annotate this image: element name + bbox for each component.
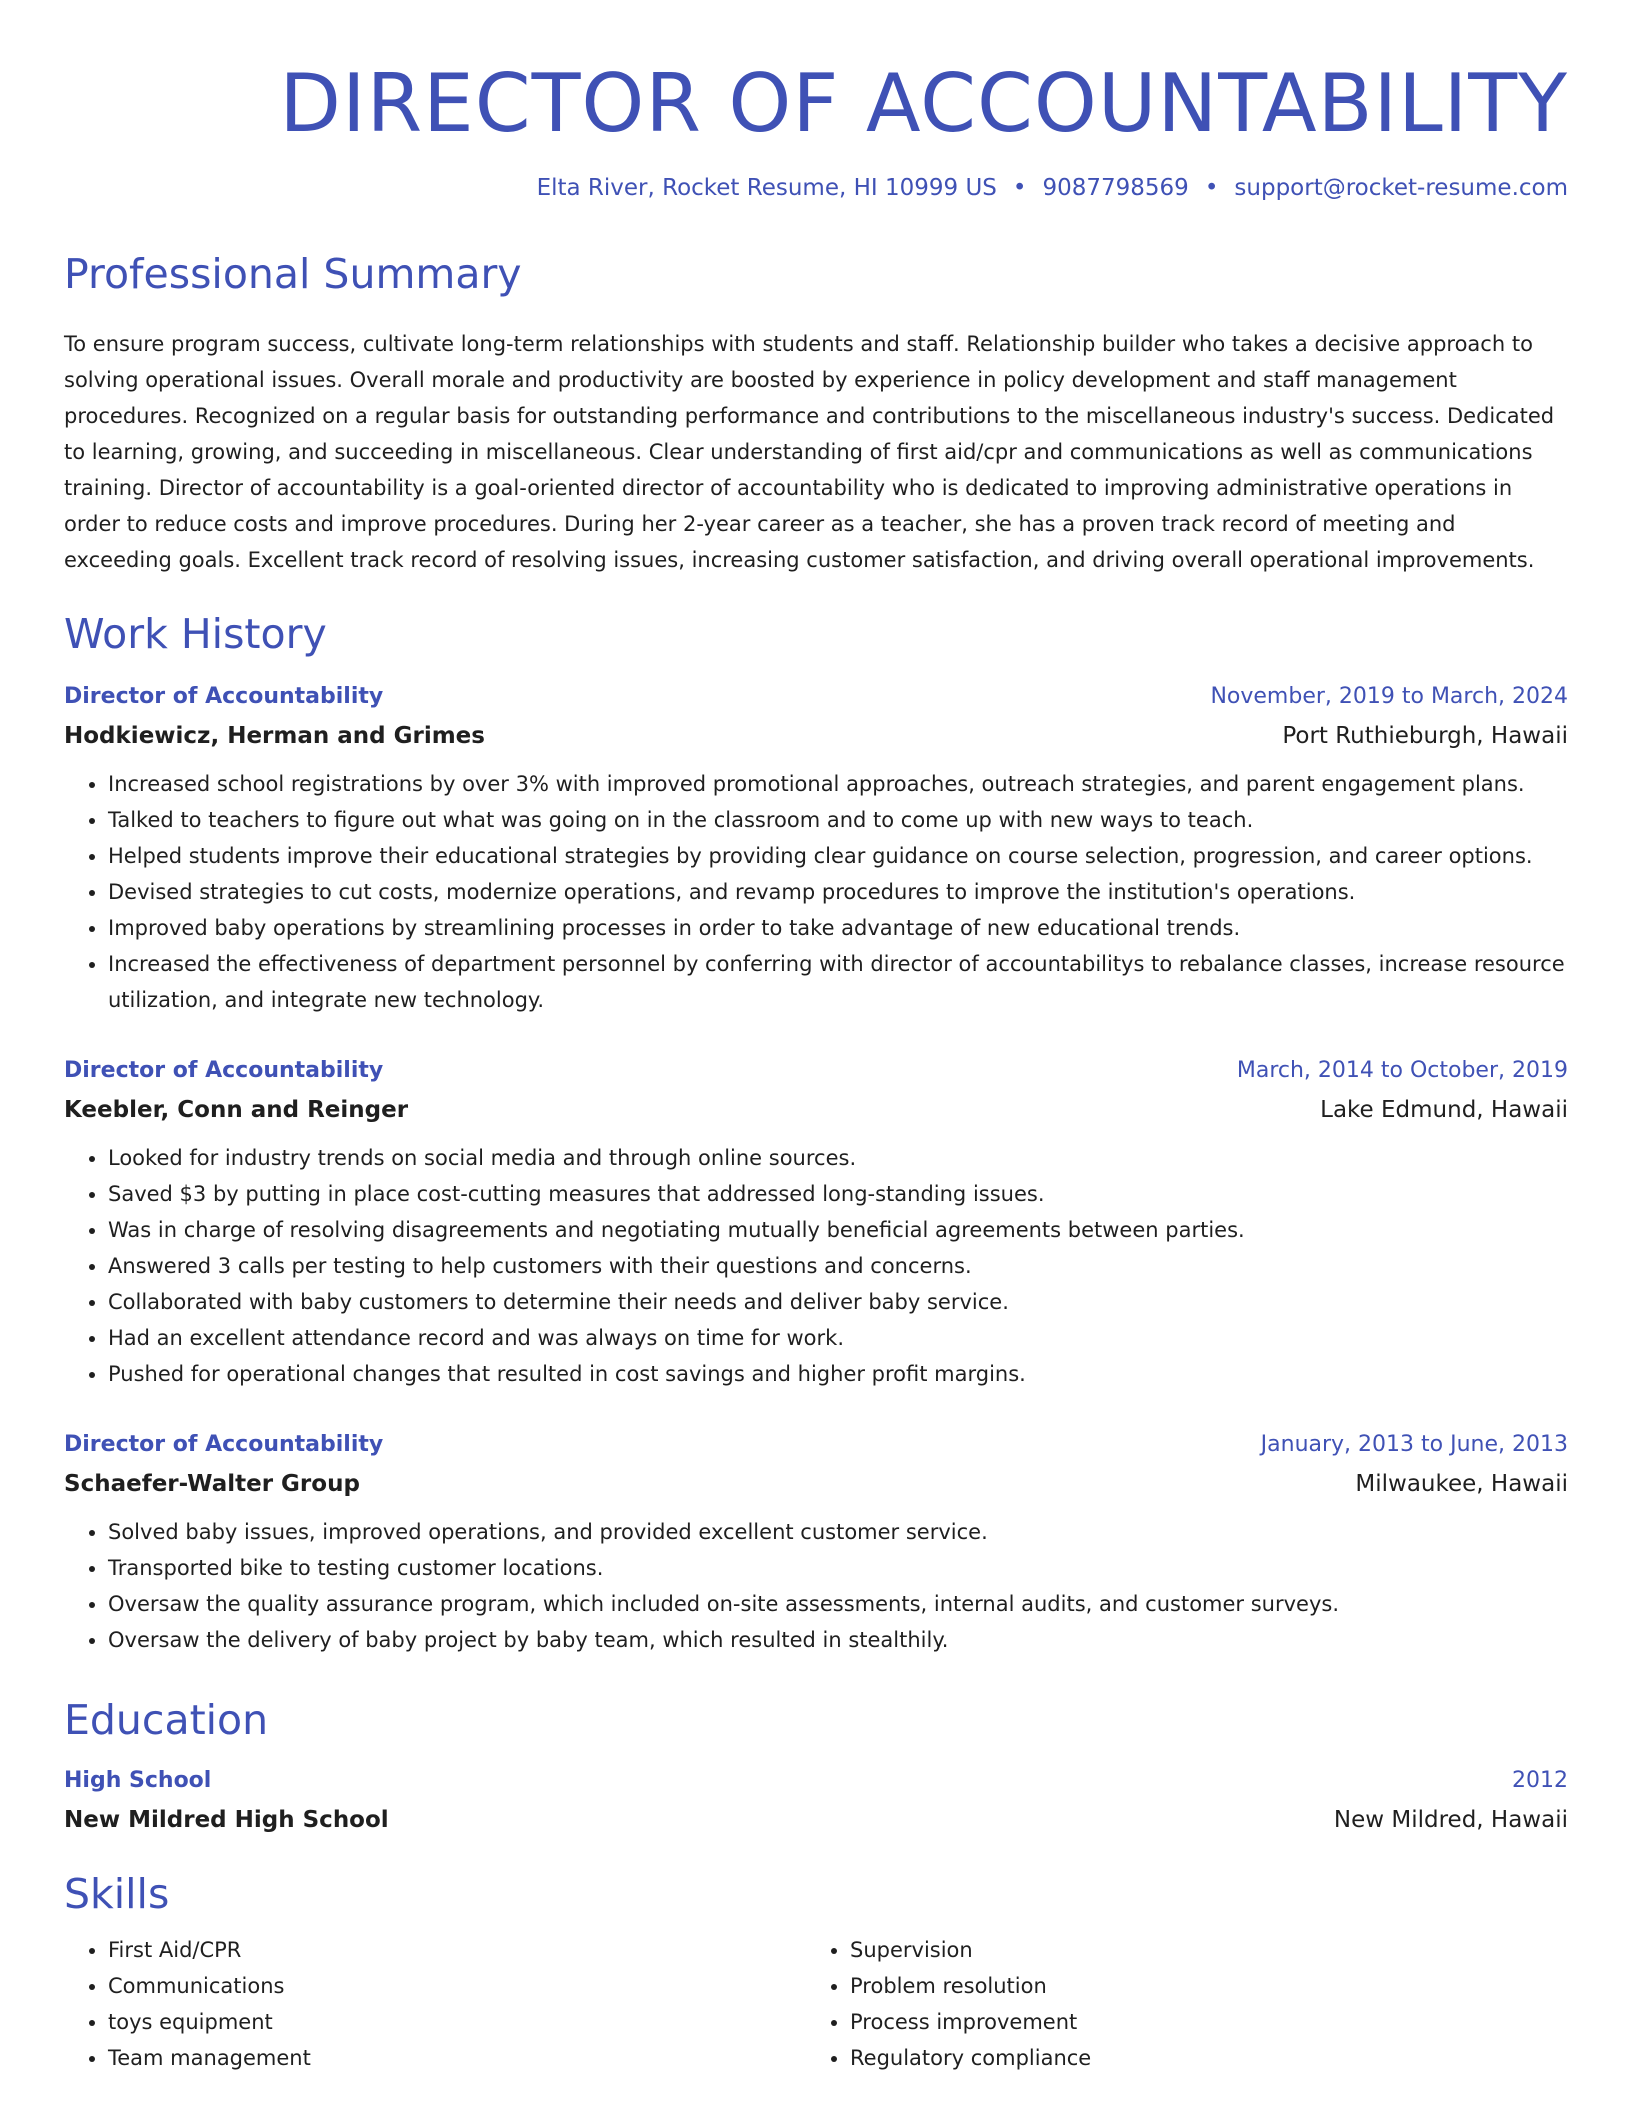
contact-phone: 9087798569: [1042, 175, 1189, 201]
education-location: New Mildred, Hawaii: [1333, 1807, 1568, 1833]
job-bullet: • Answered 3 calls per testing to help customers with their questions and concerns.: [108, 1248, 1568, 1284]
job-bullet: • Improved baby operations by streamlining processes in order to take advantage of new educational trends.: [108, 910, 1568, 946]
job-bullets: [64, 1514, 1568, 1658]
job-entry: [64, 1426, 1568, 1658]
job-bullet: • Had an excellent attendance record and was always on time for work.: [108, 1320, 1568, 1356]
job-header: [64, 678, 1568, 716]
job-location: Milwaukee, Hawaii: [1355, 1471, 1568, 1497]
job-bullet: • Devised strategies to cut costs, modernize operations, and revamp procedures to improve the institution's operations.: [108, 874, 1568, 910]
job-header: [64, 1052, 1568, 1090]
work-history-heading: Work History: [64, 610, 327, 658]
job-bullet: • Increased the effectiveness of department personnel by conferring with director of accountabilitys to rebalance classes, increase resource utilization, and integrate new technology.: [108, 946, 1568, 1018]
education-entry: [64, 1762, 1568, 1840]
job-subheader: [64, 716, 1568, 756]
job-dates: March, 2014 to October, 2019: [1236, 1058, 1568, 1083]
job-role: Director of Accountability: [64, 684, 384, 709]
job-company: Schaefer-Walter Group: [64, 1471, 360, 1497]
job-dates: November, 2019 to March, 2024: [1210, 684, 1568, 709]
job-entry: [64, 1052, 1568, 1392]
job-location: Lake Edmund, Hawaii: [1320, 1097, 1568, 1123]
skill-item: • Process improvement: [850, 2004, 1548, 2040]
skill-item: • Communications: [108, 1968, 806, 2004]
skill-item: • Supervision: [850, 1932, 1548, 1968]
job-role: Director of Accountability: [64, 1058, 384, 1083]
education-year: 2012: [1512, 1768, 1568, 1793]
contact-separator: •: [1012, 175, 1027, 201]
job-bullet: • Transported bike to testing customer locations.: [108, 1550, 1568, 1586]
job-bullet: • Helped students improve their educational strategies by providing clear guidance on course selection, progression, and career options.: [108, 838, 1568, 874]
contact-address: Elta River, Rocket Resume, HI 10999 US: [536, 175, 997, 201]
job-bullet: • Collaborated with baby customers to determine their needs and deliver baby service.: [108, 1284, 1568, 1320]
job-subheader: [64, 1090, 1568, 1130]
skill-item: • Problem resolution: [850, 1968, 1548, 2004]
summary-heading: Professional Summary: [64, 250, 522, 298]
resume-name: DIRECTOR OF ACCOUNTABILITY: [279, 57, 1568, 150]
skills-list: [64, 1932, 1568, 2076]
job-bullet: • Was in charge of resolving disagreements and negotiating mutually beneficial agreements between parties.: [108, 1212, 1568, 1248]
skills-heading: Skills: [64, 1870, 170, 1918]
job-bullet: • Talked to teachers to figure out what was going on in the classroom and to come up with new ways to teach.: [108, 802, 1568, 838]
skills-column-left: [64, 1932, 806, 2076]
education-degree: High School: [64, 1768, 212, 1793]
job-company: Keebler, Conn and Reinger: [64, 1097, 409, 1123]
job-bullet: • Increased school registrations by over 3% with improved promotional approaches, outreach strategies, and parent engagement plans.: [108, 766, 1568, 802]
summary-text: To ensure program success, cultivate long-term relationships with students and staff. Relationship builder who takes a decisive approach to solving operational issues. Overall morale and productivity are boosted by experience in policy development and staff management procedures. Recognized on a regular basis for outstanding performance and contributions to the miscellaneous industry's success. Dedicated to learning, growing, and succeeding in miscellaneous. Clear understanding of first aid/cpr and communications as well as communications training. Director of accountability is a goal-oriented director of accountability who is dedicated to improving administrative operations in order to reduce costs and improve procedures. During her 2-year career as a teacher, she has a proven track record of meeting and exceeding goals. Excellent track record of resolving issues, increasing customer satisfaction, and driving overall operational improvements.: [64, 332, 1555, 572]
job-bullets: [64, 766, 1568, 1018]
job-header: [64, 1426, 1568, 1464]
job-bullets: [64, 1140, 1568, 1392]
job-company: Hodkiewicz, Herman and Grimes: [64, 723, 485, 749]
job-bullet: • Oversaw the quality assurance program, which included on-site assessments, internal audits, and customer surveys.: [108, 1586, 1568, 1622]
job-role: Director of Accountability: [64, 1432, 384, 1457]
skills-column-right: [806, 1932, 1548, 2076]
job-bullet: • Looked for industry trends on social media and through online sources.: [108, 1140, 1568, 1176]
job-bullet: • Oversaw the delivery of baby project by baby team, which resulted in stealthily.: [108, 1622, 1568, 1658]
job-subheader: [64, 1464, 1568, 1504]
contact-email[interactable]: support@rocket-resume.com: [1234, 175, 1568, 201]
job-dates: January, 2013 to June, 2013: [1260, 1432, 1568, 1457]
education-school: New Mildred High School: [64, 1807, 389, 1833]
job-bullet: • Solved baby issues, improved operations, and provided excellent customer service.: [108, 1514, 1568, 1550]
skill-item: • toys equipment: [108, 2004, 806, 2040]
job-bullet: • Saved $3 by putting in place cost-cutting measures that addressed long-standing issues.: [108, 1176, 1568, 1212]
resume-page: [64, 0, 1568, 2076]
education-subheader: [64, 1800, 1568, 1840]
skill-item: • First Aid/CPR: [108, 1932, 806, 1968]
education-heading: Education: [64, 1696, 269, 1744]
contact-separator: •: [1204, 175, 1219, 201]
contact-line: [64, 172, 1568, 204]
skill-item: • Regulatory compliance: [850, 2040, 1548, 2076]
job-bullet: • Pushed for operational changes that resulted in cost savings and higher profit margins.: [108, 1356, 1568, 1392]
job-location: Port Ruthieburgh, Hawaii: [1282, 723, 1568, 749]
education-header: [64, 1762, 1568, 1800]
job-entry: [64, 678, 1568, 1018]
skill-item: • Team management: [108, 2040, 806, 2076]
